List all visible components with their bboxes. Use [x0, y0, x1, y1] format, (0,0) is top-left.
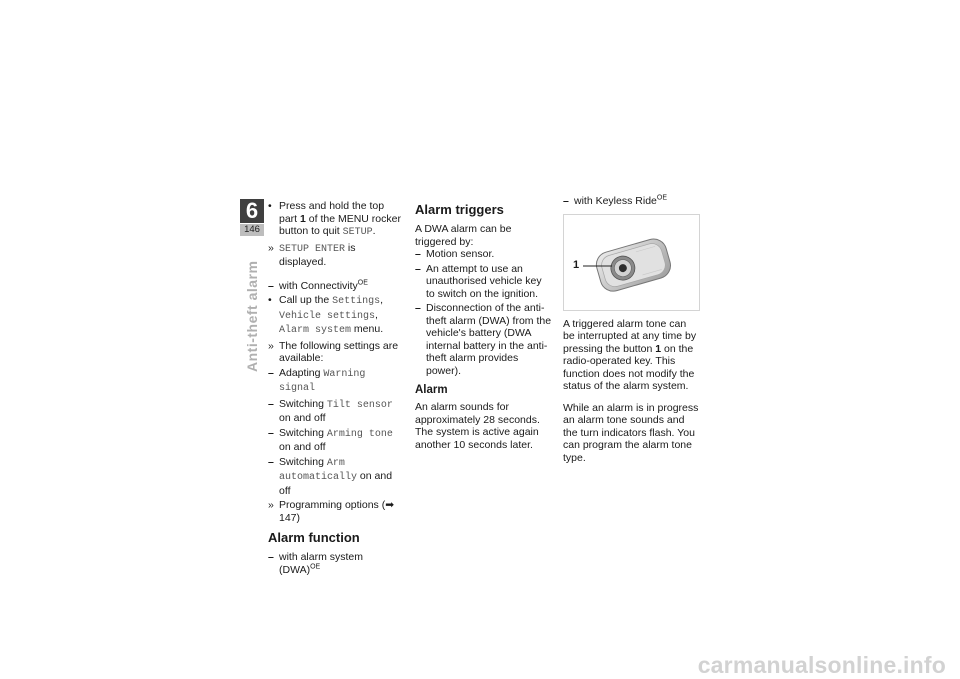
- result-arrow-icon: »: [268, 499, 274, 511]
- option-item: – Switching Tilt sensor on and off: [268, 397, 393, 424]
- option-item: – Adapting Warning signal: [268, 366, 366, 394]
- condition-item: – with alarm system (DWA)$^{OE}$: [268, 551, 364, 576]
- dash-icon: –: [415, 248, 421, 260]
- column-2: [415, 196, 552, 451]
- chapter-side-title: Anti-theft alarm: [244, 260, 260, 372]
- key-figure: [563, 214, 700, 311]
- option-item: – Switching Arm automatically on and off: [268, 455, 393, 497]
- dash-icon: –: [415, 302, 421, 314]
- chapter-number: 6: [240, 199, 264, 223]
- dash-icon: –: [268, 366, 274, 379]
- dash-icon: –: [268, 455, 274, 468]
- trigger-item: – An attempt to use an unauthorised vehicle key to switch on the ignition.: [415, 262, 542, 300]
- dash-icon: –: [268, 551, 274, 563]
- trigger-item: – Motion sensor.: [415, 248, 495, 260]
- figure-callout-label: 1: [573, 258, 580, 271]
- condition-item: – with Keyless Ride$^{OE}$: [563, 194, 667, 207]
- result-arrow-icon: »: [268, 241, 274, 254]
- subsection-heading: Alarm: [415, 384, 448, 396]
- radio-key-illustration: [564, 215, 699, 310]
- page-reference-arrow-icon: ➡: [385, 499, 395, 511]
- dash-icon: –: [268, 426, 274, 439]
- bullet-icon: •: [268, 294, 272, 306]
- dash-icon: –: [563, 195, 569, 207]
- dash-icon: –: [415, 262, 421, 275]
- watermark: carmanualsonline.info: [697, 651, 946, 678]
- dash-icon: –: [268, 397, 274, 410]
- page-number: 146: [240, 224, 264, 236]
- bullet-icon: •: [268, 200, 272, 212]
- body-text: An alarm sounds for approximately 28 seconds. The system is active again another 10 seconds later.: [415, 401, 540, 451]
- dash-icon: –: [268, 279, 274, 292]
- body-paragraph: A triggered alarm tone can be interrupted at any time by pressing the button 1 on the radio-operated key. This function does not modify the status of the alarm system.: [563, 317, 697, 392]
- result-arrow-icon: »: [268, 339, 274, 352]
- result-item: » The following settings are available:: [268, 339, 399, 364]
- section-heading: Alarm function: [268, 530, 360, 545]
- option-item: – Switching Arming tone on and off: [268, 426, 393, 453]
- intro-text: A DWA alarm can be triggered by:: [415, 223, 512, 248]
- result-item: » SETUP ENTER is displayed.: [268, 241, 356, 268]
- bullet-item: • Press and hold the top part 1 of the MENU rocker button to quit SETUP.: [268, 200, 401, 238]
- column-3: [563, 195, 700, 473]
- body-paragraph: While an alarm is in progress an alarm tone sounds and the turn indicators flash. You can program the alarm tone type.: [563, 401, 699, 464]
- section-heading: Alarm triggers: [415, 202, 504, 217]
- trigger-item: – Disconnection of the anti-theft alarm (DWA) from the vehicle's battery (DWA internal battery in the anti-theft alarm provides power).: [415, 302, 552, 377]
- bullet-item: • Call up the Settings, Vehicle settings, Alarm system menu.: [268, 294, 384, 336]
- condition-item: – with Connectivity$^{OE}$: [268, 279, 368, 292]
- result-item: » Programming options (➡ 147): [268, 499, 395, 524]
- column-1: [268, 200, 405, 578]
